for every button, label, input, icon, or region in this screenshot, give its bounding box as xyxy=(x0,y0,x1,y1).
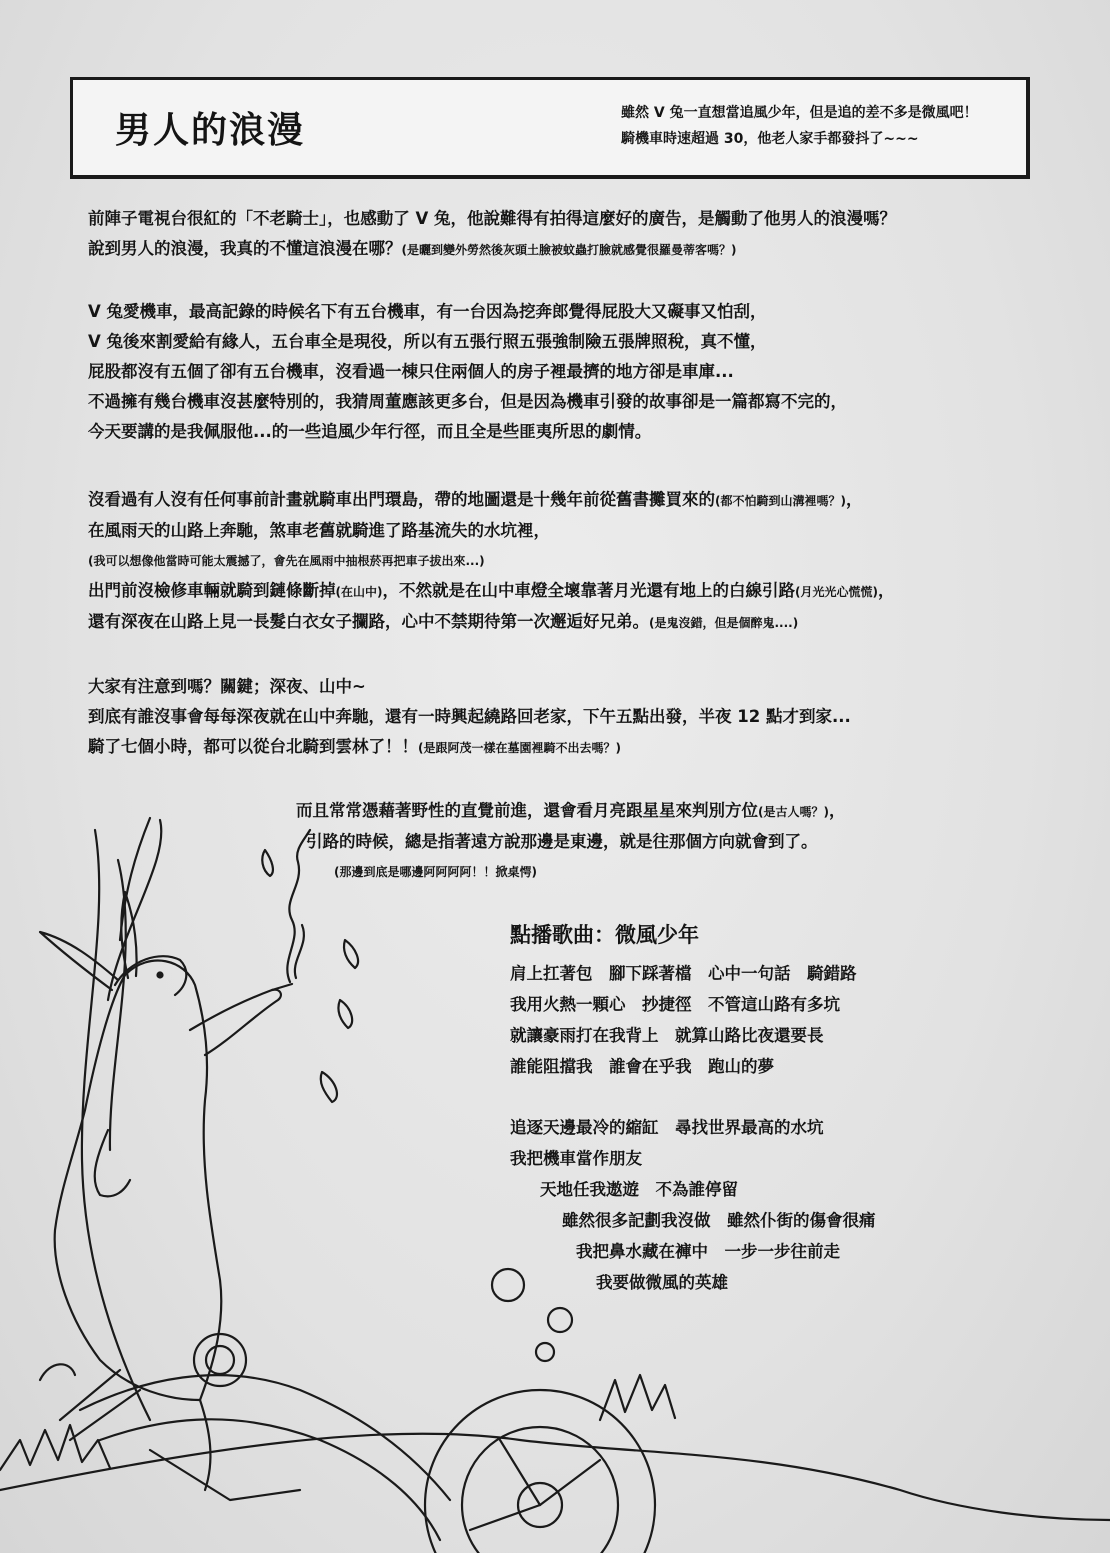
text-line: 在風雨天的山路上奔馳，煞車老舊就騎進了路基流失的水坑裡， xyxy=(88,521,550,540)
text-line xyxy=(88,732,851,763)
text-main: 而且常常憑藉著野性的直覺前進，還會看月亮跟星星來判別方位 xyxy=(296,801,758,820)
text-main: 沒看過有人沒有任何事前計畫就騎車出門環島，帶的地圖還是十幾年前從舊書攤買來的 xyxy=(88,490,715,509)
motorcycle-wheel xyxy=(462,1427,618,1553)
text-main: ， xyxy=(877,581,895,600)
motorcycle-frame xyxy=(100,1419,440,1540)
paragraph-navigation xyxy=(296,796,845,887)
rabbit-leg xyxy=(200,1400,210,1490)
text-main: ，不然就是在山中車燈全壞靠著月光還有地上的白線引路 xyxy=(382,581,795,600)
text-main: 出門前沒檢修車輛就騎到鏈條斷掉 xyxy=(88,581,336,600)
text-line: 屁股都沒有五個了卻有五台機車，沒看過一棟只住兩個人的房子裡最擠的地方卻是車庫... xyxy=(88,362,734,381)
lyric-line: 我把鼻水藏在褲中 一步一步往前走 xyxy=(576,1242,840,1261)
aside-note: (是跟阿茂一樣在墓園裡騎不出去嗎？) xyxy=(418,741,621,755)
aside-note: (是鬼沒錯，但是個醉鬼....) xyxy=(649,616,799,630)
verse-gap xyxy=(510,1082,876,1112)
text-line: (我可以想像他當時可能太震撼了，會先在風雨中抽根菸再把車子拔出來...) xyxy=(88,554,485,568)
leaf xyxy=(262,850,273,876)
text-line xyxy=(88,234,896,265)
aside-note: (是古人嗎？) xyxy=(758,805,829,819)
text-line: 今天要講的是我佩服他...的一些追風少年行徑，而且全是些匪夷所思的劇情。 xyxy=(88,422,652,441)
wheel-spoke xyxy=(470,1505,540,1530)
lyric-line: 天地任我遨遊 不為誰停留 xyxy=(540,1180,738,1199)
thought-bubble xyxy=(548,1308,572,1332)
text-line: V 兔後來割愛給有緣人，五台車全是現役，所以有五張行照五張強制險五張牌照稅，真不懂， xyxy=(88,332,767,351)
aside-note: (是曬到變外勞然後灰頭土臉被蚊蟲打臉就感覺很羅曼蒂客嗎？) xyxy=(401,243,737,257)
text-main: ， xyxy=(845,490,863,509)
rabbit-body xyxy=(55,975,200,1400)
aside-note: (在山中) xyxy=(335,585,383,599)
motorcycle-headlight xyxy=(206,1346,234,1374)
lyric-line: 誰能阻擋我 誰會在乎我 跑山的夢 xyxy=(510,1057,774,1076)
wind-line xyxy=(82,830,150,1420)
rabbit-eye xyxy=(158,973,163,978)
paragraph-road-trips xyxy=(88,485,894,638)
rabbit-arm xyxy=(190,990,281,1055)
lyric-line: 我把機車當作朋友 xyxy=(510,1149,642,1168)
text-line: V 兔愛機車，最高記錄的時候名下有五台機車，有一台因為挖奔郎覺得屁股大又礙事又怕刮， xyxy=(88,302,767,321)
text-line: 前陣子電視台很紅的「不老騎士」，也感動了 V 兔，他說難得有拍得這麼好的廣告，是觸動了他男人的浪漫嗎？ xyxy=(88,209,897,228)
thought-bubble xyxy=(536,1343,554,1361)
wind-line xyxy=(108,820,161,1000)
lyric-line: 我用火熱一顆心 抄捷徑 不管這山路有多坑 xyxy=(510,995,840,1014)
text-line xyxy=(88,576,894,607)
lyric-line: 雖然很多記劃我沒做 雖然仆街的傷會很痛 xyxy=(562,1211,876,1230)
paragraph-night-riding xyxy=(88,672,851,763)
header-box xyxy=(70,77,1030,179)
rabbit-body xyxy=(125,961,221,1400)
motorcycle-mirror xyxy=(40,1364,75,1380)
header-note-line: 雖然 V 兔一直想當追風少年，但是追的差不多是微風吧！ xyxy=(621,105,978,121)
aside-note: (那邊到底是哪邊阿阿阿阿！！掀桌愕) xyxy=(334,865,537,879)
cigarette xyxy=(272,984,292,990)
leaf xyxy=(338,1000,352,1028)
song-title: 點播歌曲：微風少年 xyxy=(510,923,699,947)
rabbit-ear xyxy=(40,932,118,990)
motorcycle-wheel xyxy=(425,1390,655,1553)
header-note xyxy=(621,100,978,152)
lyric-line: 我要做微風的英雄 xyxy=(596,1273,728,1292)
header-note-line: 騎機車時速超過 30，他老人家手都發抖了~~~ xyxy=(621,131,919,147)
text-main: ， xyxy=(828,801,846,820)
text-line xyxy=(88,485,894,516)
text-main: 還有深夜在山路上見一長髮白衣女子攔路，心中不禁期待第一次邂逅好兄弟。 xyxy=(88,612,649,631)
page-title: 男人的浪漫 xyxy=(115,110,306,151)
grass xyxy=(600,1375,675,1420)
text-line: 不過擁有幾台機車沒甚麼特別的，我猜周董應該更多台，但是因為機車引發的故事卻是一篇都寫不完的， xyxy=(88,392,847,411)
leaf xyxy=(344,940,358,968)
song-lyrics xyxy=(510,918,876,1298)
rabbit-leg xyxy=(95,1130,130,1196)
aside-note: (都不怕騎到山溝裡嗎？) xyxy=(715,494,846,508)
smoke xyxy=(295,925,304,978)
lyric-line: 肩上扛著包 腳下踩著檔 心中一句話 騎錯路 xyxy=(510,964,857,983)
text-line: 引路的時候，總是指著遠方說那邊是東邊，就是往那個方向就會到了。 xyxy=(306,832,818,851)
wheel-spoke xyxy=(540,1460,600,1505)
paragraph-intro xyxy=(88,204,896,265)
lyric-line: 追逐天邊最冷的縮缸 尋找世界最高的水坑 xyxy=(510,1118,824,1137)
text-main: 騎了七個小時，都可以從台北騎到雲林了！！ xyxy=(88,737,418,756)
motorcycle-headlight xyxy=(194,1334,246,1386)
text-line: 大家有注意到嗎？關鍵；深夜、山中~ xyxy=(88,677,366,696)
text-main: 說到男人的浪漫，我真的不懂這浪漫在哪？ xyxy=(88,239,402,258)
text-line: 到底有誰沒事會每每深夜就在山中奔馳，還有一時興起繞路回老家，下午五點出發，半夜 12 點才到家... xyxy=(88,707,851,726)
leaf xyxy=(321,1072,337,1102)
aside-note: (月光光心慌慌) xyxy=(794,585,878,599)
lyric-line: 就讓豪雨打在我背上 就算山路比夜還要長 xyxy=(510,1026,824,1045)
ground xyxy=(0,1434,1110,1520)
grass xyxy=(0,1425,110,1470)
text-line xyxy=(88,607,894,638)
text-line xyxy=(296,796,845,827)
paragraph-motorcycles xyxy=(88,297,847,447)
